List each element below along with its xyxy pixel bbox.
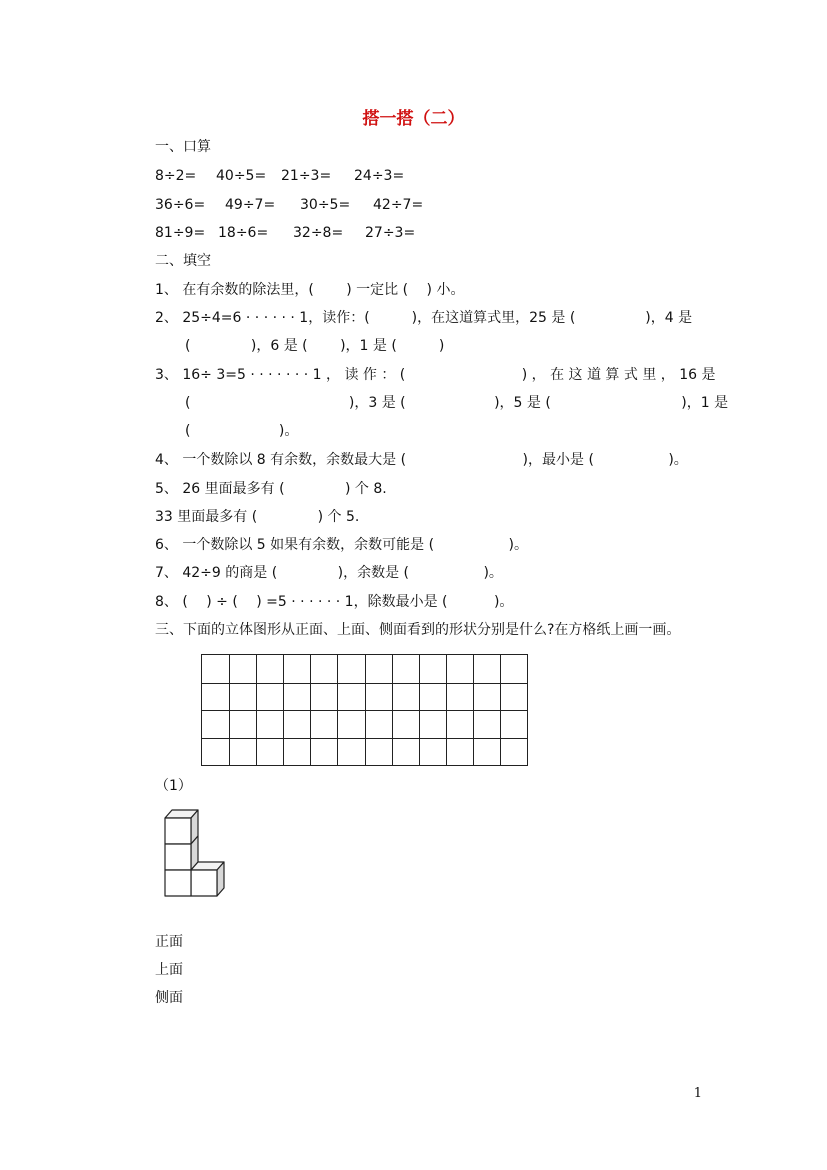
oral-problem: 49÷7= — [225, 197, 276, 213]
section2-heading: 二、填空 — [155, 253, 211, 269]
fill-line-5b: 33 里面最多有 ( ) 个 5. — [155, 509, 360, 525]
grid-hline — [202, 683, 527, 684]
oral-problem: 24÷3= — [354, 168, 405, 184]
cube-top — [165, 810, 198, 844]
oral-problem: 40÷5= — [216, 168, 267, 184]
oral-problem: 30÷5= — [300, 197, 351, 213]
fill-line-3a: 3、 16÷ 3=5 · · · · · · · 1 ， 读 作 ： ( ) ， 在 这 道 算 式 里 ， 16 是 — [155, 367, 716, 383]
view-label-side: 侧面 — [155, 990, 183, 1006]
section1-heading: 一、口算 — [155, 139, 211, 155]
cube-bottom-right — [191, 862, 224, 896]
oral-problem: 32÷8= — [293, 225, 344, 241]
fill-line-7: 7、 42÷9 的商是 ( )，余数是 ( )。 — [155, 565, 503, 581]
fill-line-3b: ( )，3 是 ( )，5 是 ( )，1 是 — [185, 395, 729, 411]
fill-line-4: 4、 一个数除以 8 有余数，余数最大是 ( )，最小是 ( )。 — [155, 452, 688, 468]
fill-line-2b: ( )，6 是 ( )，1 是 ( ) — [185, 338, 445, 354]
fill-line-3c: ( )。 — [185, 423, 299, 439]
fill-line-8: 8、 ( ) ÷ ( ) =5 · · · · · · 1，除数最小是 ( )。 — [155, 594, 514, 610]
oral-row-1 — [155, 167, 404, 185]
view-label-top: 上面 — [155, 962, 183, 978]
oral-problem: 81÷9= — [155, 225, 206, 241]
grid-hline — [202, 738, 527, 739]
fill-line-1: 1、 在有余数的除法里，( ) 一定比 ( ) 小。 — [155, 282, 465, 298]
oral-problem: 42÷7= — [373, 197, 424, 213]
item-label: （1） — [155, 778, 192, 794]
fill-line-6: 6、 一个数除以 5 如果有余数，余数可能是 ( )。 — [155, 537, 528, 553]
page-title: 搭一搭（二） — [362, 109, 465, 129]
page-number: 1 — [693, 1086, 702, 1101]
oral-row-2 — [155, 196, 423, 214]
oral-problem: 27÷3= — [365, 225, 416, 241]
oral-problem: 8÷2= — [155, 168, 197, 184]
cube-stack-figure — [160, 805, 230, 901]
oral-problem: 18÷6= — [218, 225, 269, 241]
fill-line-2a: 2、 25÷4=6 · · · · · · 1，读作：( )，在这道算式里，25 是 ( )，4 是 — [155, 310, 693, 326]
view-label-front: 正面 — [155, 934, 183, 950]
oral-problem: 36÷6= — [155, 197, 206, 213]
fill-line-5a: 5、 26 里面最多有 ( ) 个 8. — [155, 481, 387, 497]
cube-bottom-left — [165, 870, 191, 896]
graph-paper-grid — [201, 654, 528, 766]
oral-row-3 — [155, 224, 415, 242]
section3-heading: 三、下面的立体图形从正面、上面、侧面看到的形状分别是什么?在方格纸上画一画。 — [155, 622, 681, 638]
oral-problem: 21÷3= — [281, 168, 332, 184]
grid-hline — [202, 710, 527, 711]
